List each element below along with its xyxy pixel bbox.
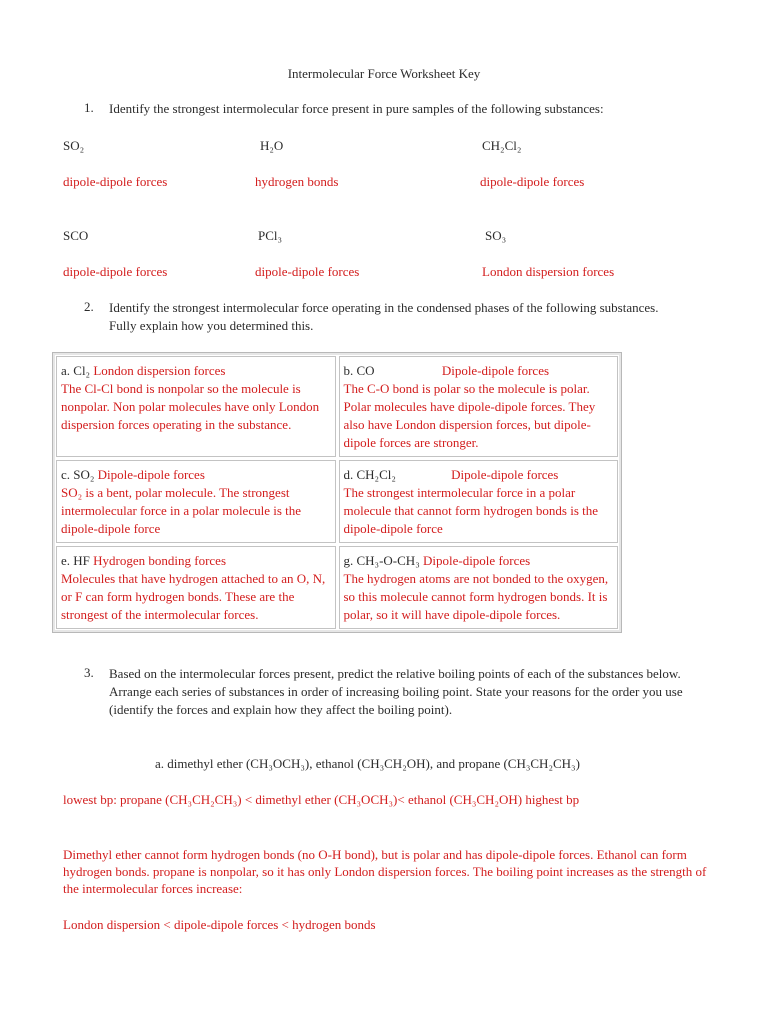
question-number: 3. (84, 665, 94, 680)
substance-formula: H₂O (260, 138, 284, 153)
force-answer: hydrogen bonds (255, 174, 339, 189)
cell-explanation: The C-O bond is polar so the molecule is polar. Polar molecules have dipole-dipole forces. They also have London dispersion forces, but dipole-dipole forces are stronger. (343, 381, 596, 450)
question-prompt: Based on the intermolecular forces present, predict the relative boiling points of each of the substances below. Arrange each series of substances in order of increasing boiling point. State your reasons for the order you use (identify the forces and explain how they affect the boiling point). (109, 666, 683, 717)
question-number: 1. (84, 100, 94, 115)
substance-formula: PCl₃ (258, 228, 283, 243)
substance-formula: SO₃ (485, 228, 507, 243)
substance-formula: SCO (63, 228, 89, 243)
force-answer: dipole-dipole forces (480, 174, 585, 189)
answer-cell-g (339, 546, 619, 629)
cell-label: c. SO₂ (61, 467, 95, 482)
force-strength-summary: London dispersion < dipole-dipole forces < hydrogen bonds (63, 917, 376, 932)
answer-table (52, 352, 622, 633)
boiling-point-order: lowest bp: propane (CH₃CH₂CH₃) < dimethyl ether (CH₃OCH₃)< ethanol (CH₃CH₂OH) highest bp (63, 792, 580, 807)
question-prompt: Identify the strongest intermolecular force present in pure samples of the following substances: (109, 101, 604, 116)
cell-force: Dipole-dipole forces (97, 467, 205, 482)
cell-explanation: The Cl-Cl bond is nonpolar so the molecule is nonpolar. Non polar molecules have only London dispersion forces operating in the substance. (61, 381, 320, 432)
question-prompt: Identify the strongest intermolecular force operating in the condensed phases of the following substances. Fully explain how you determined this. (109, 300, 659, 333)
answer-cell-d (339, 460, 619, 543)
boiling-point-explanation: Dimethyl ether cannot form hydrogen bonds (no O-H bond), but is polar and has dipole-dipole forces. Ethanol can form hydrogen bonds. propane is nonpolar, so it has only London dispersion forces. The boiling point increases as the strength of the intermolecular forces increase: (63, 847, 707, 896)
cell-force: Dipole-dipole forces (441, 363, 550, 378)
answer-cell-b (339, 356, 619, 457)
question-number: 2. (84, 299, 94, 314)
force-answer: dipole-dipole forces (63, 174, 168, 189)
cell-explanation: SO₂ is a bent, polar molecule. The strongest intermolecular force in a polar molecule is the dipole-dipole force (61, 485, 302, 536)
answer-cell-e (56, 546, 336, 629)
cell-force: Hydrogen bonding forces (93, 553, 226, 568)
force-answer: dipole-dipole forces (255, 264, 360, 279)
cell-explanation: Molecules that have hydrogen attached to an O, N, or F can form hydrogen bonds. These are the strongest of the intermolecular forces. (61, 571, 326, 622)
cell-label: g. CH₃-O-CH₃ (343, 553, 420, 568)
cell-label: e. HF (61, 553, 90, 568)
question-3-part-a: a. dimethyl ether (CH₃OCH₃), ethanol (CH₃CH₂OH), and propane (CH₃CH₂CH₃) (155, 756, 580, 771)
cell-force: Dipole-dipole forces (422, 553, 531, 568)
force-answer: London dispersion forces (482, 264, 615, 279)
answer-cell-c (56, 460, 336, 543)
cell-explanation: The hydrogen atoms are not bonded to the oxygen, so this molecule cannot form hydrogen bonds. It is polar, so it will have dipole-dipole forces. (343, 571, 609, 622)
substance-formula: CH₂Cl₂ (482, 138, 522, 153)
cell-explanation: The strongest intermolecular force in a polar molecule that cannot form hydrogen bonds is the dipole-dipole force (343, 485, 599, 536)
page-title: Intermolecular Force Worksheet Key (287, 66, 481, 81)
cell-label: d. CH₂Cl₂ (343, 467, 396, 482)
force-answer: dipole-dipole forces (63, 264, 168, 279)
answer-cell-a (56, 356, 336, 457)
cell-force: Dipole-dipole forces (451, 467, 559, 482)
cell-force: London dispersion forces (93, 363, 226, 378)
cell-label: a. Cl₂ (61, 363, 91, 378)
cell-label: b. CO (343, 363, 375, 378)
substance-formula: SO₂ (63, 138, 85, 153)
